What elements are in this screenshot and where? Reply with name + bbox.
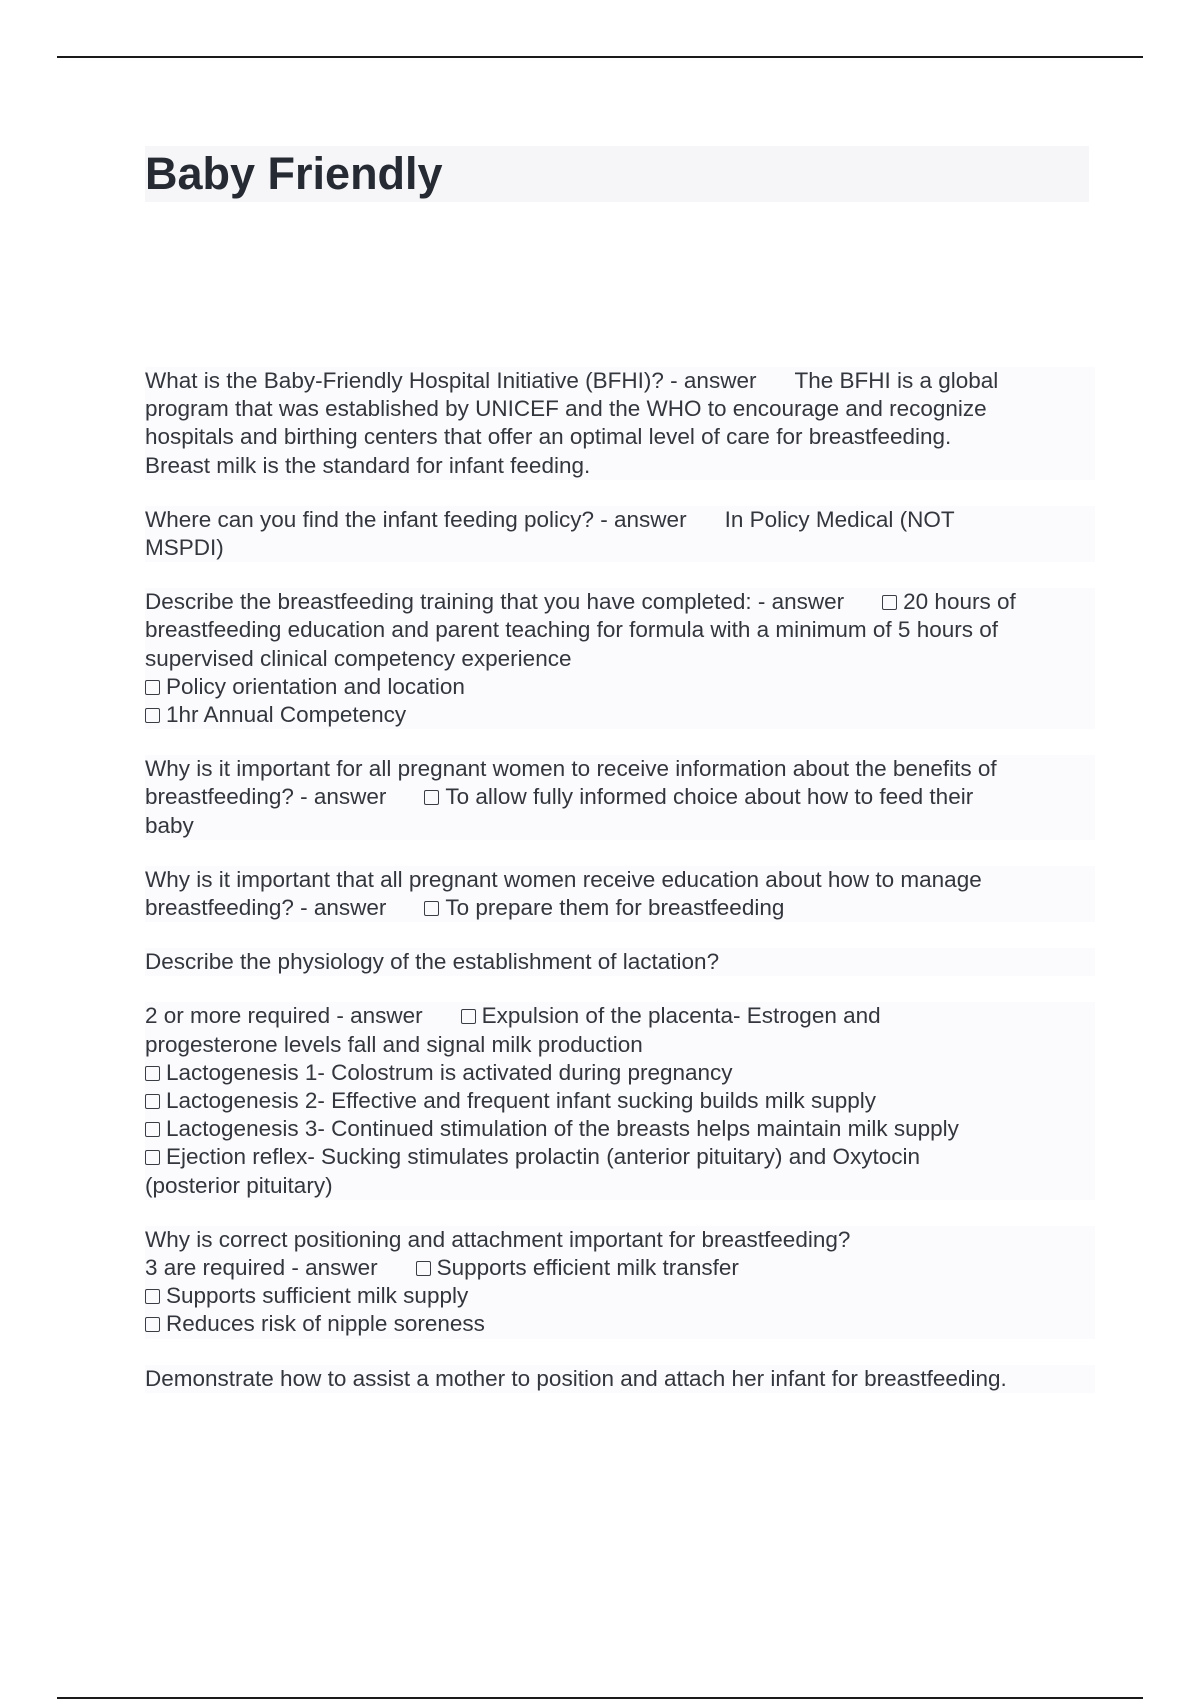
qa-line: [145, 1365, 1095, 1393]
line-text: supervised clinical competency experience: [145, 645, 572, 671]
top-rule: [57, 56, 1143, 58]
checkbox-bullet-icon: [145, 680, 160, 695]
line-text: program that was established by UNICEF and the WHO to encourage and recognize: [145, 396, 987, 422]
line-text: Demonstrate how to assist a mother to position and attach her infant for breastfeeding.: [145, 1365, 1007, 1391]
checkbox-bullet-icon: [145, 1289, 160, 1304]
question-text: 3 are required - answer: [145, 1255, 378, 1281]
answer-text: To allow fully informed choice about how to feed their: [445, 784, 974, 810]
checkbox-bullet-icon: [416, 1261, 431, 1276]
qa-item: [145, 755, 1095, 840]
qa-list: [145, 367, 1095, 1419]
qa-line: [145, 1087, 1095, 1115]
qa-item: [145, 1002, 1095, 1199]
checkbox-bullet-icon: [145, 708, 160, 723]
checkbox-bullet-icon: [145, 1150, 160, 1165]
qa-line: [145, 534, 1095, 562]
checkbox-bullet-icon: [145, 1317, 160, 1332]
line-text: progesterone levels fall and signal milk production: [145, 1031, 643, 1057]
qa-line: [145, 673, 1095, 701]
checkbox-bullet-icon: [145, 1094, 160, 1109]
checkbox-bullet-icon: [461, 1009, 476, 1024]
qa-item: [145, 506, 1095, 562]
line-text: MSPDI): [145, 535, 224, 561]
qa-line: [145, 588, 1095, 616]
qa-line: [145, 755, 1095, 783]
question-text: breastfeeding? - answer: [145, 895, 387, 921]
qa-line: [145, 645, 1095, 673]
line-text: breastfeeding education and parent teaching for formula with a minimum of 5 hours of: [145, 617, 998, 643]
qa-item: [145, 1226, 1095, 1339]
qa-item: [145, 367, 1095, 480]
line-text: 1hr Annual Competency: [166, 702, 407, 728]
line-text: hospitals and birthing centers that offer an optimal level of care for breastfeeding.: [145, 424, 952, 450]
question-text: Describe the breastfeeding training that you have completed: - answer: [145, 589, 845, 615]
answer-text: The BFHI is a global: [794, 368, 999, 393]
line-text: Lactogenesis 3- Continued stimulation of the breasts helps maintain milk supply: [166, 1116, 959, 1142]
line-text: Lactogenesis 1- Colostrum is activated during pregnancy: [166, 1059, 733, 1085]
qa-line: [145, 701, 1095, 729]
qa-line: [145, 1254, 1095, 1282]
qa-line: [145, 1031, 1095, 1059]
qa-line: [145, 1002, 1095, 1030]
answer-text: In Policy Medical (NOT: [724, 506, 955, 532]
qa-line: [145, 452, 1095, 480]
qa-line: [145, 948, 1095, 976]
qa-line: [145, 783, 1095, 811]
qa-line: [145, 395, 1095, 423]
qa-item: [145, 948, 1095, 976]
line-text: baby: [145, 812, 194, 838]
checkbox-bullet-icon: [424, 790, 439, 805]
bottom-rule: [57, 1697, 1143, 1699]
question-text: breastfeeding? - answer: [145, 784, 387, 810]
answer-text: 20 hours of: [903, 589, 1016, 615]
line-text: Policy orientation and location: [166, 673, 465, 699]
line-text: (posterior pituitary): [145, 1172, 333, 1198]
qa-line: [145, 1059, 1095, 1087]
qa-item: [145, 1365, 1095, 1393]
qa-line: [145, 1115, 1095, 1143]
line-text: Describe the physiology of the establishment of lactation?: [145, 949, 720, 975]
checkbox-bullet-icon: [882, 595, 897, 610]
qa-line: [145, 1282, 1095, 1310]
line-text: Why is it important for all pregnant women to receive information about the benefits of: [145, 756, 997, 782]
line-text: Why is it important that all pregnant women receive education about how to manage: [145, 866, 982, 892]
line-text: Lactogenesis 2- Effective and frequent infant sucking builds milk supply: [166, 1088, 876, 1114]
line-text: Supports sufficient milk supply: [166, 1283, 469, 1309]
qa-line: [145, 506, 1095, 534]
answer-text: Expulsion of the placenta- Estrogen and: [481, 1003, 881, 1029]
qa-line: [145, 812, 1095, 840]
qa-line: [145, 894, 1095, 922]
qa-line: [145, 866, 1095, 894]
qa-line: [145, 616, 1095, 644]
qa-item: [145, 866, 1095, 922]
question-text: Where can you find the infant feeding policy? - answer: [145, 506, 687, 532]
line-text: Why is correct positioning and attachment important for breastfeeding?: [145, 1226, 851, 1252]
answer-text: Supports efficient milk transfer: [436, 1255, 739, 1281]
qa-line: [145, 423, 1095, 451]
answer-text: To prepare them for breastfeeding: [445, 895, 785, 921]
line-text: Ejection reflex- Sucking stimulates prolactin (anterior pituitary) and Oxytocin: [166, 1144, 921, 1170]
qa-line: [145, 1143, 1095, 1171]
qa-line: [145, 1226, 1095, 1254]
qa-line: [145, 1310, 1095, 1338]
qa-line: [145, 1172, 1095, 1200]
checkbox-bullet-icon: [424, 901, 439, 916]
checkbox-bullet-icon: [145, 1122, 160, 1137]
checkbox-bullet-icon: [145, 1066, 160, 1081]
question-text: 2 or more required - answer: [145, 1003, 423, 1029]
line-text: Breast milk is the standard for infant feeding.: [145, 452, 591, 478]
page-title: Baby Friendly: [145, 148, 443, 199]
question-text: What is the Baby-Friendly Hospital Initiative (BFHI)? - answer: [145, 368, 757, 393]
qa-item: [145, 588, 1095, 729]
line-text: Reduces risk of nipple soreness: [166, 1311, 485, 1337]
qa-line: [145, 367, 1095, 395]
